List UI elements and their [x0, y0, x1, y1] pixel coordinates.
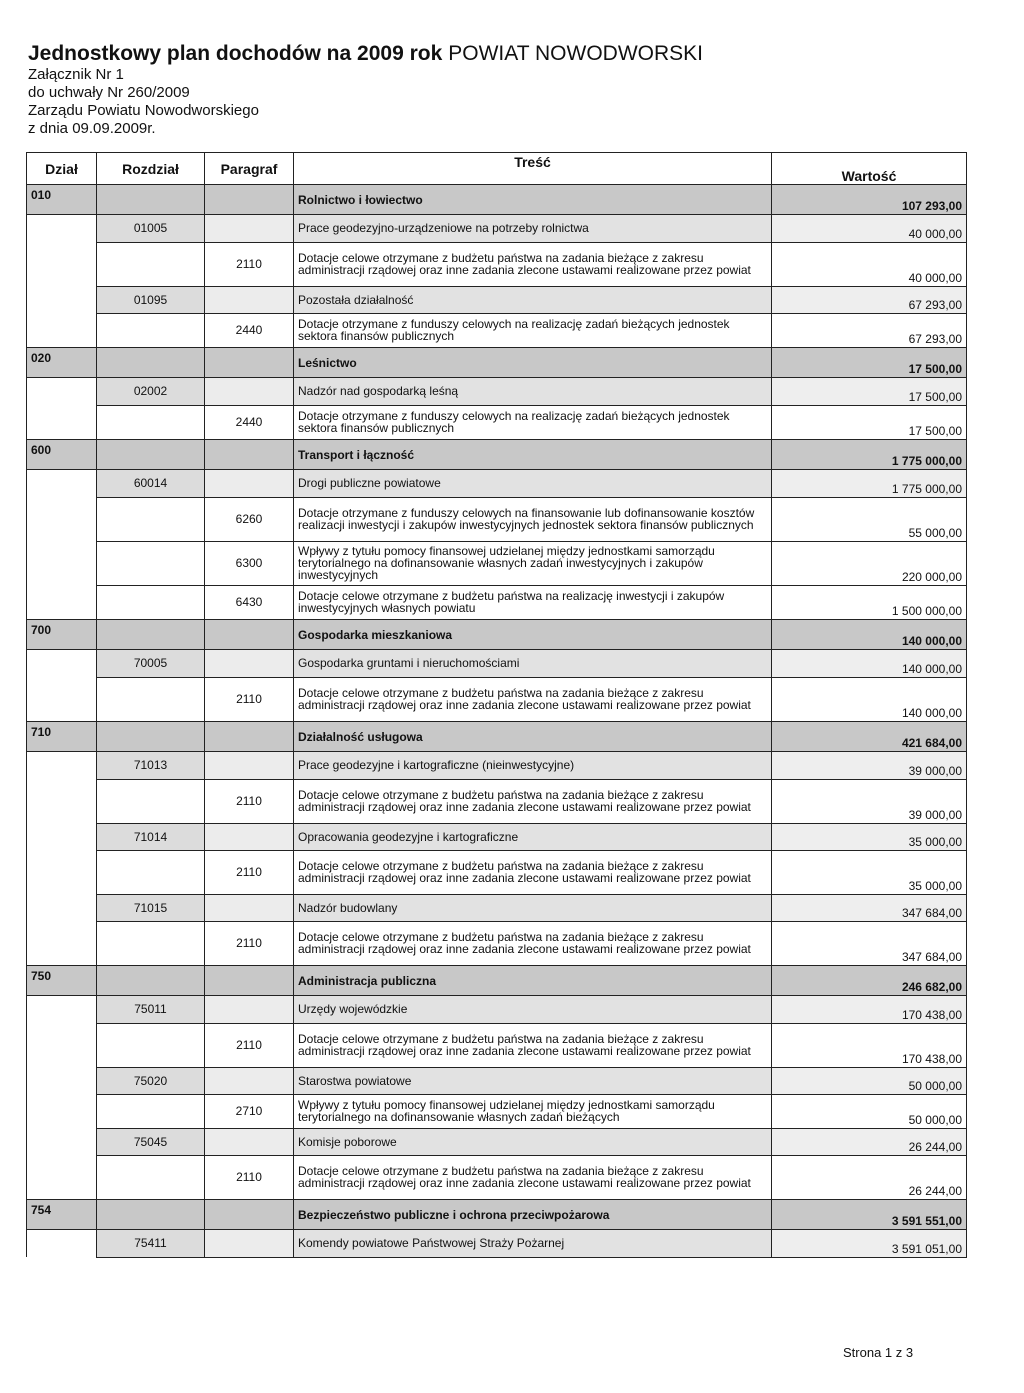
header-paragraf: Paragraf	[205, 153, 294, 185]
paragraf-cell	[205, 752, 294, 780]
paragraf-cell	[205, 286, 294, 313]
paragraf-cell: 2110	[205, 242, 294, 286]
dzial-cell	[27, 996, 97, 1024]
wartosc-cell: 170 438,00	[772, 996, 967, 1024]
board-line: Zarządu Powiatu Nowodworskiego	[28, 102, 259, 119]
dzial-row	[27, 722, 967, 752]
wartosc-cell: 55 000,00	[772, 497, 967, 541]
rozdzial-row	[27, 752, 967, 780]
rozdzial-cell	[97, 541, 205, 585]
dzial-cell	[27, 242, 97, 286]
paragraf-cell	[205, 348, 294, 378]
rozdzial-row	[27, 823, 967, 850]
wartosc-cell: 17 500,00	[772, 348, 967, 378]
rozdzial-cell: 75011	[97, 996, 205, 1024]
rozdzial-cell: 02002	[97, 378, 205, 406]
tresc-cell: Administracja publiczna	[294, 966, 772, 996]
rozdzial-row	[27, 1067, 967, 1094]
tresc-cell: Wpływy z tytułu pomocy finansowej udzielanej między jednostkami samorządu terytorialnego na dofinansowanie własnych zadań bieżących	[294, 1094, 772, 1128]
tresc-cell: Gospodarka gruntami i nieruchomościami	[294, 650, 772, 678]
rozdzial-cell: 75020	[97, 1067, 205, 1094]
dzial-cell	[27, 650, 97, 678]
rozdzial-cell	[97, 405, 205, 440]
tresc-cell: Dotacje celowe otrzymane z budżetu państwa na zadania bieżące z zakresu administracji rządowej oraz inne zadania zlecone ustawami realizowane przez powiat	[294, 677, 772, 722]
tresc-cell: Bezpieczeństwo publiczne i ochrona przeciwpożarowa	[294, 1200, 772, 1230]
rozdzial-cell	[97, 348, 205, 378]
rozdzial-cell	[97, 620, 205, 650]
paragraf-row	[27, 497, 967, 541]
dzial-cell	[27, 215, 97, 243]
paragraf-cell: 2440	[205, 313, 294, 348]
wartosc-cell: 35 000,00	[772, 823, 967, 850]
dzial-cell: 010	[27, 185, 97, 215]
page-number: Strona 1 z 3	[843, 1345, 914, 1360]
rozdzial-cell	[97, 1155, 205, 1200]
paragraf-row	[27, 242, 967, 286]
table-header	[27, 153, 967, 185]
dzial-cell	[27, 850, 97, 894]
dzial-cell	[27, 894, 97, 921]
attachment-line: Załącznik Nr 1	[28, 66, 124, 83]
dzial-cell	[27, 779, 97, 823]
dzial-cell	[27, 585, 97, 620]
paragraf-cell: 2110	[205, 921, 294, 966]
wartosc-cell: 50 000,00	[772, 1067, 967, 1094]
paragraf-cell: 2110	[205, 850, 294, 894]
dzial-row	[27, 348, 967, 378]
paragraf-cell	[205, 440, 294, 470]
wartosc-cell: 3 591 051,00	[772, 1230, 967, 1258]
rozdzial-cell	[97, 585, 205, 620]
tresc-cell: Urzędy wojewódzkie	[294, 996, 772, 1024]
rozdzial-row	[27, 378, 967, 406]
tresc-cell: Starostwa powiatowe	[294, 1067, 772, 1094]
dzial-row	[27, 185, 967, 215]
rozdzial-cell	[97, 779, 205, 823]
tresc-cell: Komisje poborowe	[294, 1128, 772, 1155]
dzial-cell	[27, 921, 97, 966]
tresc-cell: Dotacje otrzymane z funduszy celowych na realizację zadań bieżących jednostek sektora finansów publicznych	[294, 405, 772, 440]
rozdzial-cell: 01005	[97, 215, 205, 243]
paragraf-row	[27, 677, 967, 722]
wartosc-cell: 140 000,00	[772, 677, 967, 722]
dzial-cell: 750	[27, 966, 97, 996]
paragraf-cell: 6430	[205, 585, 294, 620]
rozdzial-cell: 75045	[97, 1128, 205, 1155]
wartosc-cell: 421 684,00	[772, 722, 967, 752]
wartosc-cell: 246 682,00	[772, 966, 967, 996]
paragraf-cell: 2440	[205, 405, 294, 440]
paragraf-cell: 6300	[205, 541, 294, 585]
rozdzial-cell	[97, 1200, 205, 1230]
paragraf-row	[27, 1094, 967, 1128]
dzial-cell	[27, 677, 97, 722]
paragraf-cell: 2110	[205, 1155, 294, 1200]
tresc-cell: Dotacje celowe otrzymane z budżetu państwa na realizację inwestycji i zakupów inwestycyjnych własnych powiatu	[294, 585, 772, 620]
paragraf-row	[27, 1023, 967, 1067]
rozdzial-cell	[97, 677, 205, 722]
wartosc-cell: 1 775 000,00	[772, 440, 967, 470]
paragraf-cell: 6260	[205, 497, 294, 541]
wartosc-cell: 35 000,00	[772, 850, 967, 894]
rozdzial-row	[27, 470, 967, 498]
paragraf-cell: 2710	[205, 1094, 294, 1128]
wartosc-cell: 39 000,00	[772, 752, 967, 780]
wartosc-cell: 1 500 000,00	[772, 585, 967, 620]
header-tresc: Treść	[294, 153, 772, 185]
rozdzial-cell	[97, 722, 205, 752]
title-text: Jednostkowy plan dochodów na 2009 rok	[28, 42, 443, 65]
paragraf-row	[27, 585, 967, 620]
dzial-cell: 700	[27, 620, 97, 650]
paragraf-cell	[205, 996, 294, 1024]
tresc-cell: Nadzór budowlany	[294, 894, 772, 921]
rozdzial-cell	[97, 497, 205, 541]
tresc-cell: Dotacje otrzymane z funduszy celowych na realizację zadań bieżących jednostek sektora finansów publicznych	[294, 313, 772, 348]
tresc-cell: Dotacje celowe otrzymane z budżetu państwa na zadania bieżące z zakresu administracji rządowej oraz inne zadania zlecone ustawami realizowane przez powiat	[294, 921, 772, 966]
rozdzial-cell	[97, 966, 205, 996]
rozdzial-row	[27, 894, 967, 921]
wartosc-cell: 170 438,00	[772, 1023, 967, 1067]
rozdzial-cell	[97, 242, 205, 286]
tresc-cell: Dotacje celowe otrzymane z budżetu państwa na zadania bieżące z zakresu administracji rządowej oraz inne zadania zlecone ustawami realizowane przez powiat	[294, 779, 772, 823]
rozdzial-cell	[97, 185, 205, 215]
paragraf-row	[27, 779, 967, 823]
paragraf-row	[27, 850, 967, 894]
rozdzial-cell: 75411	[97, 1230, 205, 1258]
paragraf-cell: 2110	[205, 677, 294, 722]
region-name: POWIAT NOWODWORSKI	[448, 42, 703, 65]
dzial-row	[27, 620, 967, 650]
rozdzial-cell: 70005	[97, 650, 205, 678]
rozdzial-cell	[97, 921, 205, 966]
paragraf-row	[27, 405, 967, 440]
rozdzial-cell: 71014	[97, 823, 205, 850]
dzial-cell	[27, 1128, 97, 1155]
dzial-cell: 600	[27, 440, 97, 470]
tresc-cell: Transport i łączność	[294, 440, 772, 470]
document-header	[28, 42, 703, 138]
wartosc-cell: 67 293,00	[772, 286, 967, 313]
wartosc-cell: 3 591 551,00	[772, 1200, 967, 1230]
budget-table	[26, 152, 967, 1258]
dzial-cell: 754	[27, 1200, 97, 1230]
wartosc-cell: 17 500,00	[772, 378, 967, 406]
paragraf-cell	[205, 823, 294, 850]
dzial-cell	[27, 752, 97, 780]
dzial-cell: 020	[27, 348, 97, 378]
table-body	[27, 185, 967, 1258]
rozdzial-cell: 01095	[97, 286, 205, 313]
tresc-cell: Wpływy z tytułu pomocy finansowej udzielanej między jednostkami samorządu terytorialnego na dofinansowanie własnych zadań inwestycyjnych i zakupów inwestycyjnych	[294, 541, 772, 585]
tresc-cell: Nadzór nad gospodarką leśną	[294, 378, 772, 406]
wartosc-cell: 347 684,00	[772, 894, 967, 921]
dzial-row	[27, 1200, 967, 1230]
rozdzial-cell	[97, 1094, 205, 1128]
dzial-cell: 710	[27, 722, 97, 752]
dzial-row	[27, 440, 967, 470]
paragraf-cell	[205, 1230, 294, 1258]
paragraf-row	[27, 541, 967, 585]
paragraf-cell	[205, 650, 294, 678]
wartosc-cell: 40 000,00	[772, 215, 967, 243]
dzial-cell	[27, 1094, 97, 1128]
tresc-cell: Opracowania geodezyjne i kartograficzne	[294, 823, 772, 850]
tresc-cell: Rolnictwo i łowiectwo	[294, 185, 772, 215]
rozdzial-row	[27, 215, 967, 243]
tresc-cell: Dotacje celowe otrzymane z budżetu państwa na zadania bieżące z zakresu administracji rządowej oraz inne zadania zlecone ustawami realizowane przez powiat	[294, 1023, 772, 1067]
paragraf-cell	[205, 1128, 294, 1155]
dzial-cell	[27, 470, 97, 498]
paragraf-cell	[205, 1200, 294, 1230]
tresc-cell: Pozostała działalność	[294, 286, 772, 313]
wartosc-cell: 67 293,00	[772, 313, 967, 348]
dzial-cell	[27, 313, 97, 348]
dzial-cell	[27, 497, 97, 541]
paragraf-cell: 2110	[205, 1023, 294, 1067]
dzial-cell	[27, 541, 97, 585]
paragraf-cell	[205, 894, 294, 921]
rozdzial-row	[27, 996, 967, 1024]
tresc-cell: Dotacje celowe otrzymane z budżetu państwa na zadania bieżące z zakresu administracji rządowej oraz inne zadania zlecone ustawami realizowane przez powiat	[294, 242, 772, 286]
rozdzial-cell	[97, 1023, 205, 1067]
header-row	[27, 153, 967, 185]
wartosc-cell: 107 293,00	[772, 185, 967, 215]
document-title	[28, 42, 703, 66]
paragraf-cell: 2110	[205, 779, 294, 823]
rozdzial-cell	[97, 850, 205, 894]
rozdzial-cell: 60014	[97, 470, 205, 498]
paragraf-cell	[205, 620, 294, 650]
tresc-cell: Działalność usługowa	[294, 722, 772, 752]
paragraf-cell	[205, 378, 294, 406]
dzial-cell	[27, 286, 97, 313]
wartosc-cell: 1 775 000,00	[772, 470, 967, 498]
dzial-cell	[27, 378, 97, 406]
tresc-cell: Dotacje otrzymane z funduszy celowych na finansowanie lub dofinansowanie kosztów realizacji inwestycji i zakupów inwestycyjnych jednostek sektora finansów publicznych	[294, 497, 772, 541]
wartosc-cell: 39 000,00	[772, 779, 967, 823]
paragraf-cell	[205, 966, 294, 996]
header-rozdzial: Rozdział	[97, 153, 205, 185]
dzial-row	[27, 966, 967, 996]
dzial-cell	[27, 1230, 97, 1258]
paragraf-cell	[205, 215, 294, 243]
dzial-cell	[27, 1067, 97, 1094]
tresc-cell: Leśnictwo	[294, 348, 772, 378]
resolution-line: do uchwały Nr 260/2009	[28, 84, 190, 101]
wartosc-cell: 140 000,00	[772, 620, 967, 650]
rozdzial-cell: 71013	[97, 752, 205, 780]
rozdzial-row	[27, 1230, 967, 1258]
paragraf-row	[27, 313, 967, 348]
paragraf-row	[27, 921, 967, 966]
rozdzial-row	[27, 650, 967, 678]
rozdzial-cell	[97, 440, 205, 470]
dzial-cell	[27, 405, 97, 440]
dzial-cell	[27, 823, 97, 850]
tresc-cell: Drogi publiczne powiatowe	[294, 470, 772, 498]
paragraf-cell	[205, 470, 294, 498]
tresc-cell: Prace geodezyjne i kartograficzne (nieinwestycyjne)	[294, 752, 772, 780]
wartosc-cell: 26 244,00	[772, 1128, 967, 1155]
paragraf-cell	[205, 722, 294, 752]
rozdzial-cell: 71015	[97, 894, 205, 921]
paragraf-cell	[205, 1067, 294, 1094]
wartosc-cell: 347 684,00	[772, 921, 967, 966]
header-dzial: Dział	[27, 153, 97, 185]
wartosc-cell: 140 000,00	[772, 650, 967, 678]
tresc-cell: Komendy powiatowe Państwowej Straży Pożarnej	[294, 1230, 772, 1258]
rozdzial-row	[27, 286, 967, 313]
wartosc-cell: 220 000,00	[772, 541, 967, 585]
tresc-cell: Dotacje celowe otrzymane z budżetu państwa na zadania bieżące z zakresu administracji rządowej oraz inne zadania zlecone ustawami realizowane przez powiat	[294, 1155, 772, 1200]
dzial-cell	[27, 1155, 97, 1200]
wartosc-cell: 17 500,00	[772, 405, 967, 440]
dzial-cell	[27, 1023, 97, 1067]
date-line: z dnia 09.09.2009r.	[28, 120, 156, 137]
paragraf-row	[27, 1155, 967, 1200]
wartosc-cell: 40 000,00	[772, 242, 967, 286]
header-wartosc: Wartość	[772, 153, 967, 185]
tresc-cell: Gospodarka mieszkaniowa	[294, 620, 772, 650]
paragraf-cell	[205, 185, 294, 215]
rozdzial-row	[27, 1128, 967, 1155]
tresc-cell: Dotacje celowe otrzymane z budżetu państwa na zadania bieżące z zakresu administracji rządowej oraz inne zadania zlecone ustawami realizowane przez powiat	[294, 850, 772, 894]
rozdzial-cell	[97, 313, 205, 348]
tresc-cell: Prace geodezyjno-urządzeniowe na potrzeby rolnictwa	[294, 215, 772, 243]
wartosc-cell: 26 244,00	[772, 1155, 967, 1200]
wartosc-cell: 50 000,00	[772, 1094, 967, 1128]
